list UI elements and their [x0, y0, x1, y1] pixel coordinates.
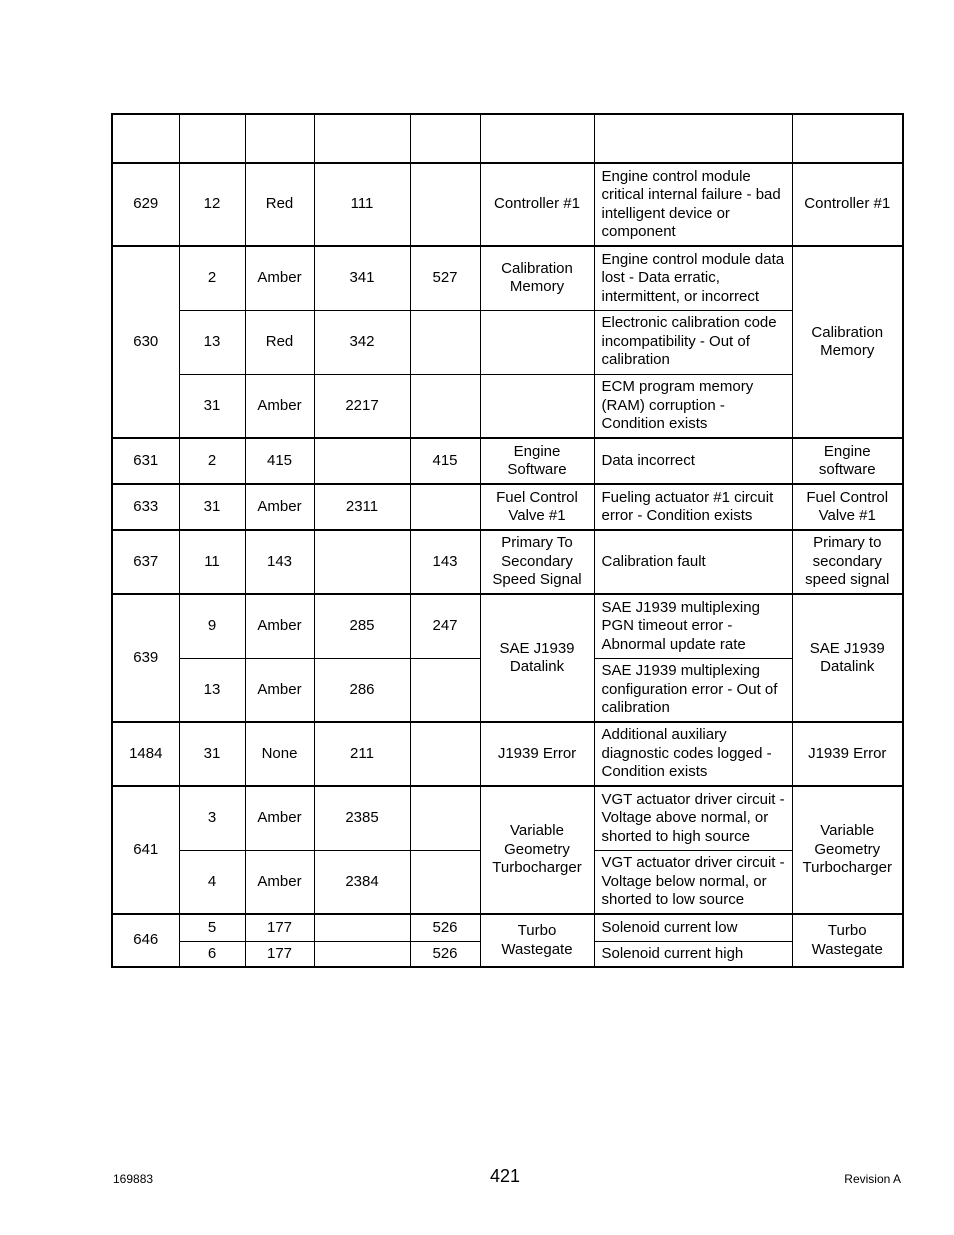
pcode-cell: 526: [410, 914, 480, 941]
code-cell: 285: [314, 594, 410, 658]
fmi-cell: 4: [179, 850, 245, 914]
lamp-cell: Amber: [245, 246, 314, 310]
header-cell: [594, 114, 792, 163]
code-cell: [314, 914, 410, 941]
fmi-cell: 2: [179, 438, 245, 484]
component-cell: SAE J1939 Datalink: [480, 594, 594, 722]
lamp-cell: Amber: [245, 786, 314, 850]
fault-code-table: [111, 113, 904, 968]
lamp-cell: Amber: [245, 658, 314, 722]
revision-label: Revision A: [844, 1172, 901, 1186]
pcode-cell: 143: [410, 530, 480, 594]
header-cell: [179, 114, 245, 163]
lamp-cell: 415: [245, 438, 314, 484]
spn-cell: 633: [112, 484, 179, 530]
code-cell: [314, 530, 410, 594]
code-cell: 342: [314, 310, 410, 374]
fmi-cell: 13: [179, 310, 245, 374]
system-cell: Primary to secondary speed signal: [792, 530, 903, 594]
table-row: [112, 374, 903, 438]
fmi-cell: 31: [179, 722, 245, 786]
spn-cell: 1484: [112, 722, 179, 786]
fmi-cell: 11: [179, 530, 245, 594]
header-cell: [245, 114, 314, 163]
component-cell: Turbo Wastegate: [480, 914, 594, 967]
component-cell: J1939 Error: [480, 722, 594, 786]
pcode-cell: [410, 850, 480, 914]
code-cell: 2311: [314, 484, 410, 530]
fmi-cell: 12: [179, 163, 245, 246]
lamp-cell: None: [245, 722, 314, 786]
spn-cell: 630: [112, 246, 179, 438]
component-cell: Primary To Secondary Speed Signal: [480, 530, 594, 594]
code-cell: 341: [314, 246, 410, 310]
fmi-cell: 3: [179, 786, 245, 850]
pcode-cell: [410, 374, 480, 438]
description-cell: VGT actuator driver circuit - Voltage below normal, or shorted to low source: [594, 850, 792, 914]
header-cell: [314, 114, 410, 163]
fmi-cell: 9: [179, 594, 245, 658]
pcode-cell: [410, 484, 480, 530]
component-cell: Engine Software: [480, 438, 594, 484]
table-row: [112, 163, 903, 246]
pcode-cell: [410, 786, 480, 850]
table-row: [112, 594, 903, 658]
pcode-cell: 415: [410, 438, 480, 484]
pcode-cell: 526: [410, 941, 480, 967]
system-cell: Controller #1: [792, 163, 903, 246]
header-cell: [112, 114, 179, 163]
description-cell: Solenoid current low: [594, 914, 792, 941]
description-cell: Engine control module data lost - Data erratic, intermittent, or incorrect: [594, 246, 792, 310]
system-cell: Fuel Control Valve #1: [792, 484, 903, 530]
table-row: [112, 484, 903, 530]
table-row: [112, 786, 903, 850]
code-cell: 286: [314, 658, 410, 722]
page-number: 421: [489, 1166, 521, 1186]
spn-cell: 641: [112, 786, 179, 914]
code-cell: [314, 941, 410, 967]
description-cell: SAE J1939 multiplexing configuration error - Out of calibration: [594, 658, 792, 722]
system-cell: Calibration Memory: [792, 246, 903, 438]
description-cell: SAE J1939 multiplexing PGN timeout error - Abnormal update rate: [594, 594, 792, 658]
fmi-cell: 2: [179, 246, 245, 310]
header-row: [112, 114, 903, 163]
pcode-cell: [410, 658, 480, 722]
table-row: [112, 310, 903, 374]
document-number: 169883: [113, 1172, 154, 1186]
system-cell: J1939 Error: [792, 722, 903, 786]
code-cell: 2384: [314, 850, 410, 914]
fmi-cell: 31: [179, 484, 245, 530]
lamp-cell: Red: [245, 310, 314, 374]
spn-cell: 629: [112, 163, 179, 246]
lamp-cell: Amber: [245, 484, 314, 530]
fmi-cell: 6: [179, 941, 245, 967]
pcode-cell: [410, 310, 480, 374]
component-cell: [480, 310, 594, 374]
fmi-cell: 31: [179, 374, 245, 438]
description-cell: Solenoid current high: [594, 941, 792, 967]
lamp-cell: 177: [245, 914, 314, 941]
code-cell: 211: [314, 722, 410, 786]
spn-cell: 637: [112, 530, 179, 594]
table-row: [112, 438, 903, 484]
lamp-cell: 177: [245, 941, 314, 967]
lamp-cell: Amber: [245, 850, 314, 914]
table-row: [112, 722, 903, 786]
component-cell: Calibration Memory: [480, 246, 594, 310]
description-cell: Additional auxiliary diagnostic codes logged - Condition exists: [594, 722, 792, 786]
table-row: [112, 530, 903, 594]
description-cell: Fueling actuator #1 circuit error - Condition exists: [594, 484, 792, 530]
component-cell: [480, 374, 594, 438]
lamp-cell: Red: [245, 163, 314, 246]
header-cell: [410, 114, 480, 163]
table-row: [112, 246, 903, 310]
pcode-cell: 247: [410, 594, 480, 658]
fmi-cell: 5: [179, 914, 245, 941]
lamp-cell: 143: [245, 530, 314, 594]
code-cell: 2217: [314, 374, 410, 438]
description-cell: Data incorrect: [594, 438, 792, 484]
code-cell: 111: [314, 163, 410, 246]
header-cell: [792, 114, 903, 163]
system-cell: SAE J1939 Datalink: [792, 594, 903, 722]
pcode-cell: 527: [410, 246, 480, 310]
system-cell: Turbo Wastegate: [792, 914, 903, 967]
spn-cell: 639: [112, 594, 179, 722]
header-cell: [480, 114, 594, 163]
component-cell: Controller #1: [480, 163, 594, 246]
system-cell: Variable Geometry Turbocharger: [792, 786, 903, 914]
description-cell: ECM program memory (RAM) corruption - Condition exists: [594, 374, 792, 438]
component-cell: Fuel Control Valve #1: [480, 484, 594, 530]
table-row: [112, 914, 903, 941]
code-cell: [314, 438, 410, 484]
description-cell: Electronic calibration code incompatibility - Out of calibration: [594, 310, 792, 374]
lamp-cell: Amber: [245, 374, 314, 438]
spn-cell: 631: [112, 438, 179, 484]
description-cell: Calibration fault: [594, 530, 792, 594]
code-cell: 2385: [314, 786, 410, 850]
system-cell: Engine software: [792, 438, 903, 484]
component-cell: Variable Geometry Turbocharger: [480, 786, 594, 914]
fmi-cell: 13: [179, 658, 245, 722]
pcode-cell: [410, 163, 480, 246]
pcode-cell: [410, 722, 480, 786]
spn-cell: 646: [112, 914, 179, 967]
description-cell: Engine control module critical internal failure - bad intelligent device or component: [594, 163, 792, 246]
description-cell: VGT actuator driver circuit - Voltage above normal, or shorted to high source: [594, 786, 792, 850]
lamp-cell: Amber: [245, 594, 314, 658]
